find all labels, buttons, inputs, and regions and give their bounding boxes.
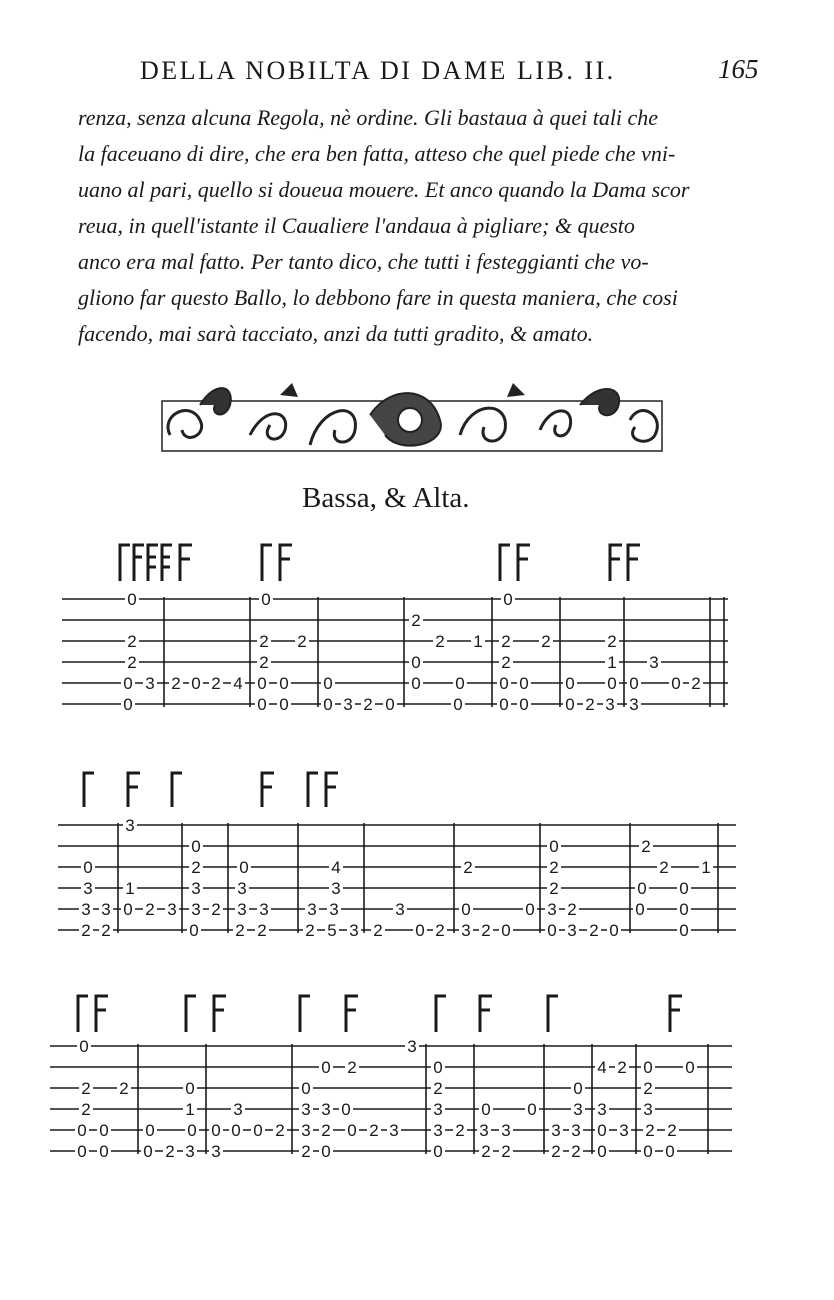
tab-note: 0 <box>321 1058 331 1077</box>
tab-note: 0 <box>145 1121 155 1140</box>
tab-note: 0 <box>565 695 575 714</box>
tab-note: 0 <box>347 1121 357 1140</box>
tab-note: 0 <box>527 1100 537 1119</box>
tab-note: 0 <box>323 674 333 693</box>
tab-note: 0 <box>321 1142 331 1161</box>
tab-note: 1 <box>473 632 483 651</box>
tab-note: 2 <box>617 1058 627 1077</box>
tab-note: 2 <box>191 858 201 877</box>
tab-note: 0 <box>253 1121 263 1140</box>
tab-note: 3 <box>573 1100 583 1119</box>
tab-note: 0 <box>239 858 249 877</box>
tab-note: 3 <box>211 1142 221 1161</box>
tab-note: 3 <box>233 1100 243 1119</box>
tab-note: 3 <box>389 1121 399 1140</box>
tab-note: 3 <box>101 900 111 919</box>
page-header <box>140 52 760 92</box>
tab-note: 0 <box>257 695 267 714</box>
tab-note: 3 <box>551 1121 561 1140</box>
tab-note: 3 <box>619 1121 629 1140</box>
tab-note: 2 <box>127 632 137 651</box>
tab-note: 0 <box>77 1121 87 1140</box>
tab-note: 2 <box>481 921 491 940</box>
page-number: 165 <box>718 54 759 84</box>
tab-note: 0 <box>123 695 133 714</box>
tab-note: 3 <box>185 1142 195 1161</box>
tab-note: 1 <box>185 1100 195 1119</box>
tab-note: 0 <box>573 1079 583 1098</box>
tab-note: 3 <box>125 816 135 835</box>
tab-note: 0 <box>499 674 509 693</box>
tab-note: 0 <box>607 674 617 693</box>
tab-note: 0 <box>185 1079 195 1098</box>
tab-note: 2 <box>641 837 651 856</box>
body-line: anco era mal fatto. Per tanto dico, che tutti i festeggianti che vo- <box>78 249 649 274</box>
tab-note: 2 <box>433 1079 443 1098</box>
tab-note: 3 <box>343 695 353 714</box>
tab-note: 0 <box>433 1142 443 1161</box>
tab-note: 3 <box>83 879 93 898</box>
tab-note: 2 <box>551 1142 561 1161</box>
tab-note: 2 <box>81 1079 91 1098</box>
tablature-system-1 <box>0 535 834 735</box>
tab-note: 3 <box>167 900 177 919</box>
tablature-notes <box>121 590 703 714</box>
tab-note: 3 <box>329 900 339 919</box>
tab-note: 3 <box>433 1100 443 1119</box>
body-line: uano al pari, quello si doueua mouere. Et anco quando la Dama scor <box>78 177 690 202</box>
tab-note: 0 <box>187 1121 197 1140</box>
tab-note: 0 <box>231 1121 241 1140</box>
tab-note: 2 <box>585 695 595 714</box>
tab-note: 0 <box>519 674 529 693</box>
tab-note: 2 <box>373 921 383 940</box>
tab-note: 3 <box>433 1121 443 1140</box>
tab-note: 2 <box>127 653 137 672</box>
tab-note: 3 <box>259 900 269 919</box>
tab-note: 2 <box>455 1121 465 1140</box>
tab-note: 2 <box>567 900 577 919</box>
body-line: facendo, mai sarà tacciato, anzi da tutti gradito, & amato. <box>78 321 594 346</box>
tab-note: 0 <box>665 1142 675 1161</box>
tab-note: 0 <box>127 590 137 609</box>
tab-note: 3 <box>547 900 557 919</box>
tab-note: 0 <box>597 1121 607 1140</box>
tab-note: 0 <box>433 1058 443 1077</box>
tablature-notes <box>79 816 713 940</box>
tab-note: 3 <box>237 879 247 898</box>
tab-note: 2 <box>259 632 269 651</box>
tab-note: 2 <box>481 1142 491 1161</box>
tab-note: 0 <box>629 674 639 693</box>
tab-note: 2 <box>259 653 269 672</box>
tab-note: 1 <box>607 653 617 672</box>
tab-note: 2 <box>549 879 559 898</box>
tab-note: 2 <box>549 858 559 877</box>
tab-note: 3 <box>597 1100 607 1119</box>
tab-note: 0 <box>143 1142 153 1161</box>
tab-note: 0 <box>685 1058 695 1077</box>
tab-note: 0 <box>123 674 133 693</box>
tab-note: 3 <box>629 695 639 714</box>
tab-note: 0 <box>547 921 557 940</box>
tab-note: 3 <box>191 879 201 898</box>
tab-note: 2 <box>643 1079 653 1098</box>
tab-note: 2 <box>101 921 111 940</box>
body-line: reua, in quell'istante il Caualiere l'andaua à pigliare; & questo <box>78 213 635 238</box>
tab-note: 5 <box>327 921 337 940</box>
tab-note: 1 <box>701 858 711 877</box>
tab-note: 0 <box>549 837 559 856</box>
tab-note: 2 <box>571 1142 581 1161</box>
tab-note: 0 <box>679 879 689 898</box>
section-title: Bassa, & Alta. <box>302 482 470 514</box>
tab-note: 0 <box>453 695 463 714</box>
tab-note: 0 <box>671 674 681 693</box>
tab-note: 2 <box>165 1142 175 1161</box>
tab-note: 0 <box>565 674 575 693</box>
tab-note: 3 <box>501 1121 511 1140</box>
tab-note: 0 <box>609 921 619 940</box>
tab-note: 3 <box>643 1100 653 1119</box>
tablature-notes <box>75 1037 697 1161</box>
tab-note: 0 <box>301 1079 311 1098</box>
tab-note: 3 <box>191 900 201 919</box>
tab-note: 2 <box>659 858 669 877</box>
tab-note: 3 <box>301 1100 311 1119</box>
tab-note: 0 <box>525 900 535 919</box>
tab-note: 0 <box>323 695 333 714</box>
rhythm-flags <box>120 545 640 581</box>
tab-note: 2 <box>363 695 373 714</box>
tab-note: 3 <box>605 695 615 714</box>
tab-note: 2 <box>347 1058 357 1077</box>
tab-note: 3 <box>145 674 155 693</box>
tab-note: 0 <box>79 1037 89 1056</box>
bar-lines <box>164 597 724 707</box>
tab-note: 0 <box>499 695 509 714</box>
tab-note: 3 <box>331 879 341 898</box>
tablature-system-3 <box>0 990 834 1190</box>
tab-note: 0 <box>279 695 289 714</box>
tab-note: 3 <box>321 1100 331 1119</box>
tab-note: 0 <box>635 900 645 919</box>
tab-note: 3 <box>461 921 471 940</box>
tab-note: 2 <box>211 900 221 919</box>
tab-note: 2 <box>81 1100 91 1119</box>
tab-note: 0 <box>679 900 689 919</box>
tab-note: 0 <box>123 900 133 919</box>
tab-note: 0 <box>189 921 199 940</box>
tab-note: 2 <box>541 632 551 651</box>
tab-note: 4 <box>597 1058 607 1077</box>
tab-note: 0 <box>411 674 421 693</box>
tab-note: 0 <box>519 695 529 714</box>
tab-note: 0 <box>341 1100 351 1119</box>
tab-note: 0 <box>191 837 201 856</box>
tab-note: 3 <box>567 921 577 940</box>
tab-note: 2 <box>645 1121 655 1140</box>
tab-note: 0 <box>643 1142 653 1161</box>
tab-note: 3 <box>81 900 91 919</box>
body-text <box>78 100 768 352</box>
tablature-system-2 <box>0 765 834 965</box>
foliate-headpiece-ornament <box>160 375 665 465</box>
running-head: DELLA NOBILTA DI DAME LIB. II. <box>140 56 616 85</box>
tab-note: 0 <box>211 1121 221 1140</box>
body-line: gliono far questo Ballo, lo debbono fare in questa maniera, che cosi <box>78 285 678 310</box>
tab-note: 2 <box>145 900 155 919</box>
tab-note: 3 <box>479 1121 489 1140</box>
tab-note: 2 <box>297 632 307 651</box>
tab-note: 2 <box>369 1121 379 1140</box>
tab-note: 0 <box>597 1142 607 1161</box>
tab-note: 2 <box>211 674 221 693</box>
tab-note: 0 <box>411 653 421 672</box>
body-line: la faceuano di dire, che era ben fatta, atteso che quel piede che vni- <box>78 141 676 166</box>
rhythm-flags <box>84 773 338 807</box>
tab-note: 0 <box>83 858 93 877</box>
tab-note: 2 <box>501 1142 511 1161</box>
tab-note: 2 <box>275 1121 285 1140</box>
tab-note: 1 <box>125 879 135 898</box>
tab-note: 2 <box>435 921 445 940</box>
tab-note: 2 <box>463 858 473 877</box>
tab-note: 3 <box>237 900 247 919</box>
tab-note: 0 <box>279 674 289 693</box>
tab-note: 2 <box>607 632 617 651</box>
tab-note: 3 <box>301 1121 311 1140</box>
tab-note: 0 <box>481 1100 491 1119</box>
tab-note: 0 <box>257 674 267 693</box>
tab-note: 2 <box>589 921 599 940</box>
tab-note: 2 <box>301 1142 311 1161</box>
tab-note: 4 <box>233 674 243 693</box>
tab-note: 0 <box>679 921 689 940</box>
body-line: renza, senza alcuna Regola, nè ordine. Gli bastaua à quei tali che <box>78 105 659 130</box>
tab-note: 0 <box>503 590 513 609</box>
tab-note: 0 <box>461 900 471 919</box>
tab-note: 2 <box>411 611 421 630</box>
tab-note: 2 <box>691 674 701 693</box>
tab-note: 2 <box>501 653 511 672</box>
tab-note: 0 <box>99 1142 109 1161</box>
tab-note: 0 <box>455 674 465 693</box>
tab-note: 0 <box>501 921 511 940</box>
tab-note: 0 <box>77 1142 87 1161</box>
tab-note: 3 <box>395 900 405 919</box>
tab-note: 2 <box>257 921 267 940</box>
tab-note: 2 <box>501 632 511 651</box>
tab-note: 2 <box>171 674 181 693</box>
tab-note: 0 <box>99 1121 109 1140</box>
tab-note: 0 <box>643 1058 653 1077</box>
rhythm-flags <box>78 996 682 1032</box>
tab-note: 0 <box>261 590 271 609</box>
tab-note: 4 <box>331 858 341 877</box>
tab-note: 0 <box>191 674 201 693</box>
tab-note: 3 <box>349 921 359 940</box>
tab-note: 2 <box>119 1079 129 1098</box>
tab-note: 2 <box>435 632 445 651</box>
tab-note: 2 <box>305 921 315 940</box>
tab-note: 3 <box>649 653 659 672</box>
tab-note: 3 <box>571 1121 581 1140</box>
tab-note: 2 <box>667 1121 677 1140</box>
tab-note: 2 <box>321 1121 331 1140</box>
tab-note: 0 <box>415 921 425 940</box>
tab-note: 3 <box>307 900 317 919</box>
tab-note: 0 <box>637 879 647 898</box>
tab-note: 2 <box>235 921 245 940</box>
tab-note: 3 <box>407 1037 417 1056</box>
bar-lines <box>118 823 718 933</box>
tab-note: 2 <box>81 921 91 940</box>
tab-note: 0 <box>385 695 395 714</box>
